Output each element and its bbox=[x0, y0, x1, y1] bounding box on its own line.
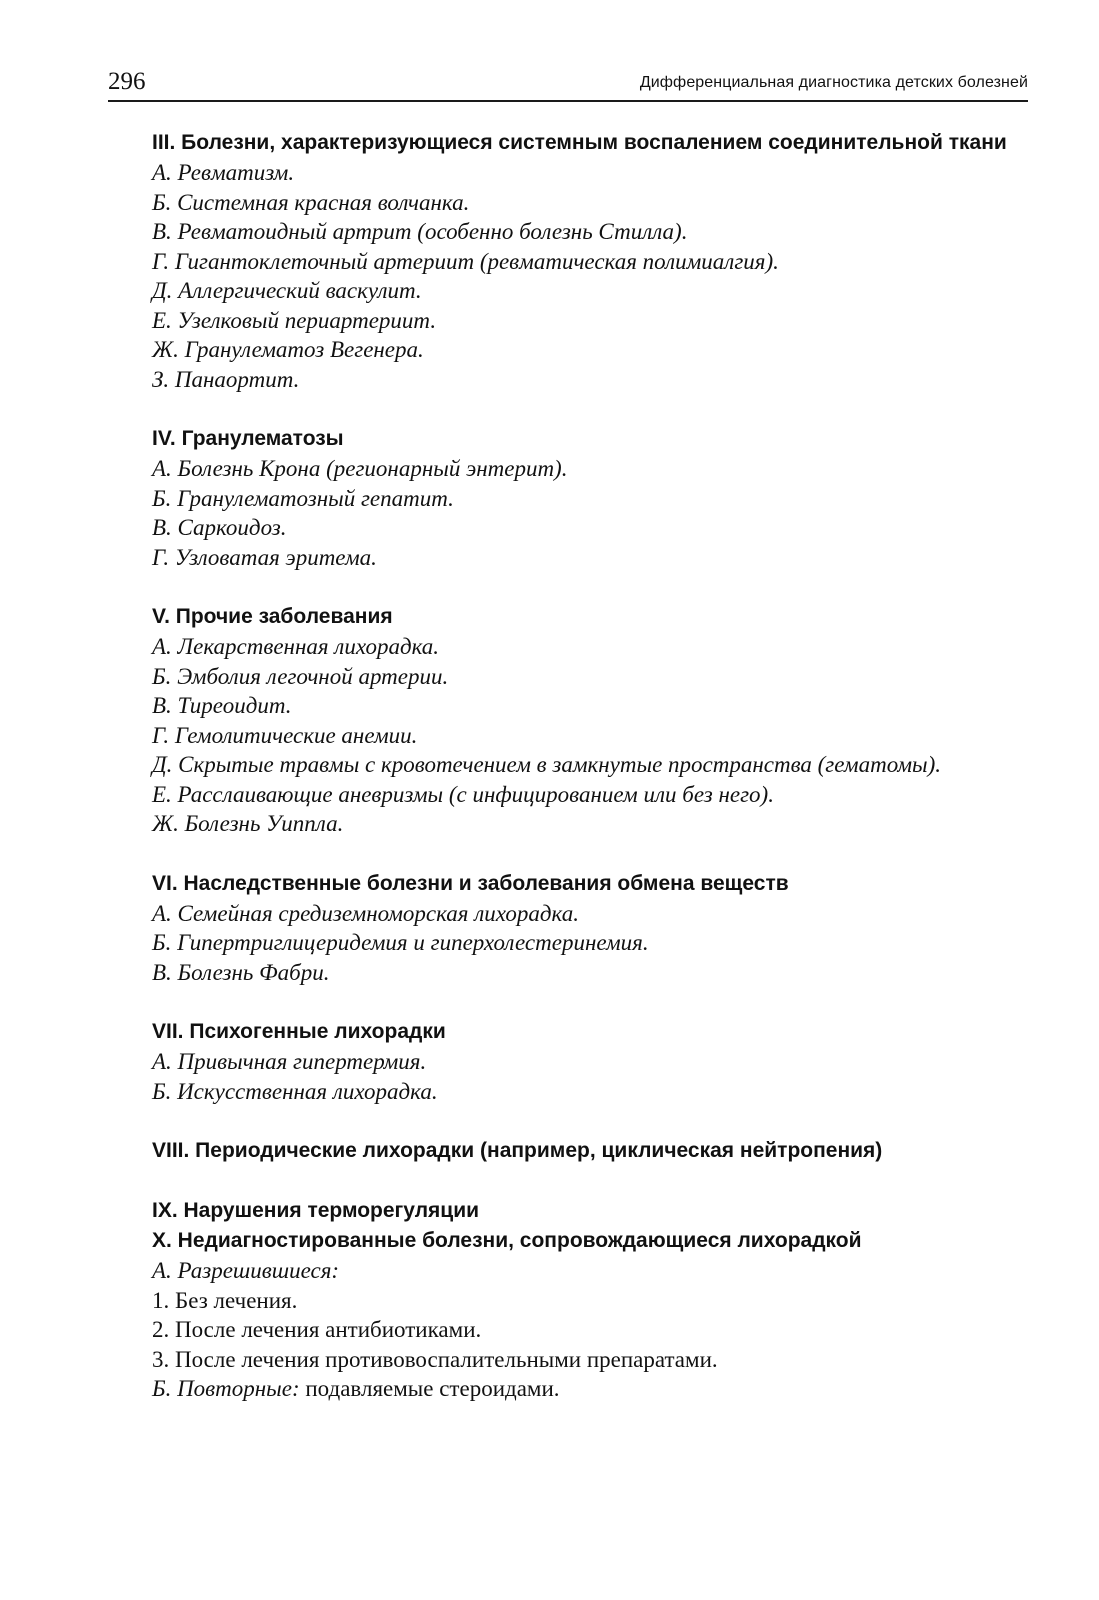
section-iv bbox=[108, 424, 1028, 572]
section-heading: VI. Наследственные болезни и заболевания обмена веществ bbox=[152, 871, 789, 895]
list-item: А. Ревматизм. bbox=[152, 160, 295, 185]
list-item: Д. Скрытые травмы с кровотечением в замкнутые пространства (гематомы). bbox=[152, 752, 941, 777]
section-heading: V. Прочие заболевания bbox=[152, 605, 393, 628]
list-item: А. Болезнь Крона (регионарный энтерит). bbox=[152, 456, 568, 481]
list-item: А. Лекарственная лихорадка. bbox=[152, 634, 440, 659]
section-heading: VII. Психогенные лихорадки bbox=[152, 1020, 446, 1043]
list-item bbox=[108, 1374, 1028, 1404]
section-viii bbox=[108, 1136, 1028, 1166]
list-item: Б. Системная красная волчанка. bbox=[152, 189, 470, 215]
list-item: Б. Гипертриглицеридемия и гиперхолестеринемия. bbox=[152, 930, 649, 955]
numbered-item: 3. После лечения противовоспалительными препаратами. bbox=[152, 1346, 718, 1372]
list-item: В. Тиреоидит. bbox=[152, 693, 292, 718]
section-x bbox=[108, 1226, 1028, 1404]
section-heading: III. Болезни, характеризующиеся системным воспалением соединительной ткани bbox=[152, 131, 1007, 154]
list-item: Д. Аллергический васкулит. bbox=[152, 278, 422, 303]
list-item: З. Панаортит. bbox=[152, 366, 300, 392]
numbered-item: 1. Без лечения. bbox=[152, 1287, 298, 1313]
list-item: Ж. Гранулематоз Вегенера. bbox=[152, 337, 424, 362]
list-item: Г. Гигантоклеточный артериит (ревматическая полимиалгия). bbox=[152, 248, 779, 274]
section-ix bbox=[108, 1196, 1028, 1226]
list-item: Б. Гранулематозный гепатит. bbox=[152, 485, 454, 511]
list-item: Ж. Болезнь Уиппла. bbox=[152, 811, 344, 836]
list-item: В. Болезнь Фабри. bbox=[152, 959, 330, 985]
section-heading: IX. Нарушения терморегуляции bbox=[152, 1199, 480, 1222]
running-title: Дифференциальная диагностика детских болезней bbox=[639, 74, 1028, 91]
list-item: Б. Эмболия легочной артерии. bbox=[152, 663, 449, 689]
section-heading: X. Недиагностированные болезни, сопровождающиеся лихорадкой bbox=[152, 1229, 862, 1252]
list-item: Е. Узелковый периартериит. bbox=[152, 307, 437, 333]
list-item: Г. Узловатая эритема. bbox=[152, 544, 377, 570]
list-item: Г. Гемолитические анемии. bbox=[152, 722, 418, 748]
list-item: А. Привычная гипертермия. bbox=[152, 1049, 427, 1074]
section-vi bbox=[108, 869, 1028, 988]
list-item: В. Ревматоидный артрит (особенно болезнь Стилла). bbox=[152, 219, 688, 244]
item-text: подавляемые стероидами. bbox=[299, 1376, 560, 1401]
page-content bbox=[108, 128, 1028, 1434]
list-item: Е. Расслаивающие аневризмы (с инфицированием или без него). bbox=[152, 781, 774, 807]
section-heading: VIII. Периодические лихорадки (например, циклическая нейтропения) bbox=[152, 1139, 883, 1162]
section-heading: IV. Гранулематозы bbox=[152, 427, 344, 450]
subsection-label: Б. Повторные: bbox=[152, 1376, 300, 1401]
list-item: А. Семейная средиземноморская лихорадка. bbox=[152, 900, 579, 926]
section-v bbox=[108, 602, 1028, 839]
list-item: Б. Искусственная лихорадка. bbox=[152, 1078, 438, 1104]
page-number: 296 bbox=[108, 68, 146, 95]
section-iii bbox=[108, 128, 1028, 394]
subsection-label: А. Разрешившиеся: bbox=[152, 1258, 340, 1283]
page-header bbox=[108, 66, 1028, 102]
section-vii bbox=[108, 1017, 1028, 1106]
list-item: В. Саркоидоз. bbox=[152, 515, 287, 540]
numbered-item: 2. После лечения антибиотиками. bbox=[152, 1317, 482, 1342]
